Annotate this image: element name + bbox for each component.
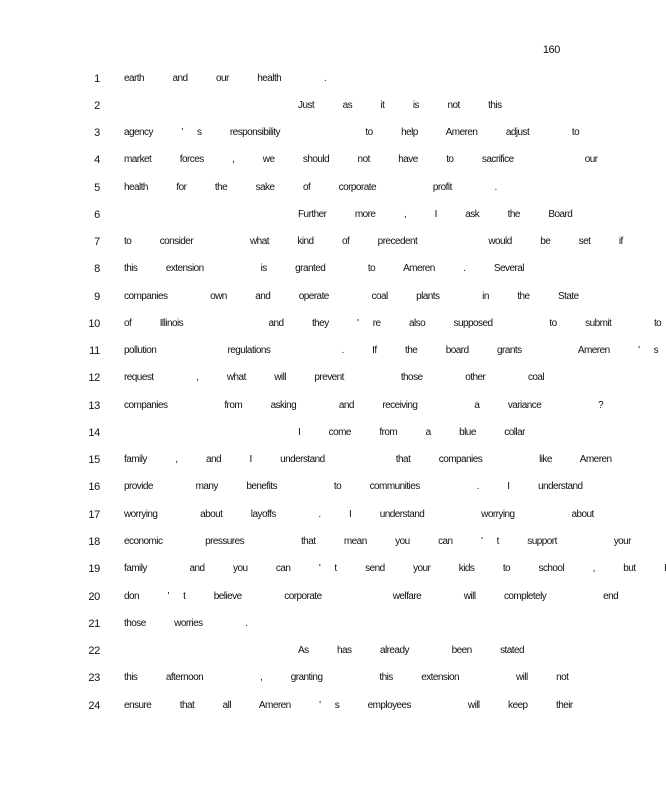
line-number: 18 — [88, 536, 100, 548]
line-number: 22 — [88, 645, 100, 657]
transcript-line — [0, 372, 618, 388]
transcript-line — [0, 509, 618, 525]
transcript-line — [0, 591, 618, 607]
line-text: request , what will prevent those other coal — [124, 372, 545, 383]
transcript-line — [0, 700, 618, 716]
transcript-line — [0, 154, 618, 170]
line-number: 8 — [94, 263, 100, 275]
line-number: 24 — [88, 700, 100, 712]
line-number: 3 — [94, 127, 100, 139]
transcript-line — [0, 454, 618, 470]
transcript-line — [0, 563, 666, 579]
line-number: 11 — [89, 345, 100, 357]
transcript-line — [0, 291, 618, 307]
line-text: Further more , I ask the Board — [298, 209, 573, 220]
line-number: 21 — [88, 618, 100, 630]
line-number: 12 — [88, 372, 100, 384]
line-text: this extension is granted to Ameren . Several — [124, 263, 524, 274]
line-number: 1 — [94, 73, 100, 85]
line-number: 16 — [88, 481, 100, 493]
line-text: pollution regulations . If the board grants Ameren ' s — [124, 345, 659, 356]
transcript-line — [0, 100, 618, 116]
transcript-line — [0, 236, 623, 252]
line-number: 7 — [94, 236, 100, 248]
page-number: 160 — [542, 44, 560, 56]
line-number: 9 — [94, 291, 100, 303]
transcript-line — [0, 618, 618, 634]
line-number: 5 — [94, 182, 100, 194]
line-number: 13 — [88, 400, 100, 412]
transcript-line — [0, 536, 631, 552]
transcript-line — [0, 400, 618, 416]
transcript-line — [0, 73, 618, 89]
line-number: 2 — [94, 100, 100, 112]
line-number: 15 — [88, 454, 100, 466]
line-text: health for the sake of corporate profit . — [124, 182, 497, 193]
line-text: earth and our health . — [124, 73, 327, 84]
line-text: family and you can ' t send your kids to school , but I — [124, 563, 666, 574]
line-text: companies own and operate coal plants in the State — [124, 291, 579, 302]
transcript-line — [0, 345, 659, 361]
transcript-line — [0, 427, 618, 443]
line-number: 4 — [94, 154, 100, 166]
line-text: provide many benefits to communities . I understand — [124, 481, 583, 492]
line-number: 10 — [88, 318, 100, 330]
transcript-line — [0, 645, 618, 661]
line-text: don ' t believe corporate welfare will completely end — [124, 591, 619, 602]
line-number: 23 — [88, 672, 100, 684]
line-text: As has already been stated — [298, 645, 525, 656]
transcript-line — [0, 182, 618, 198]
line-text: family , and I understand that companies like Ameren — [124, 454, 612, 465]
line-text: those worries . — [124, 618, 248, 629]
line-number: 17 — [88, 509, 100, 521]
line-number: 6 — [94, 209, 100, 221]
line-text: ensure that all Ameren ' s employees will keep their — [124, 700, 573, 711]
line-text: companies from asking and receiving a variance ? — [124, 400, 604, 411]
line-number: 14 — [88, 427, 100, 439]
line-number: 20 — [88, 591, 100, 603]
line-text: agency ' s responsibility to help Ameren adjust to — [124, 127, 580, 138]
line-text: market forces , we should not have to sacrifice our — [124, 154, 598, 165]
transcript-line — [0, 127, 618, 143]
transcript-line — [0, 209, 618, 225]
transcript-line — [0, 263, 618, 279]
line-text: to consider what kind of precedent would be set if — [124, 236, 623, 247]
transcript-line — [0, 481, 618, 497]
line-text: worrying about layoffs . I understand worrying about — [124, 509, 594, 520]
transcript-line — [0, 672, 618, 688]
transcript-line — [0, 318, 662, 334]
line-text: this afternoon , granting this extension will not — [124, 672, 569, 683]
line-text: I come from a blue collar — [298, 427, 525, 438]
line-number: 19 — [88, 563, 100, 575]
line-text: of Illinois and they ' re also supposed to submit to — [124, 318, 662, 329]
line-text: economic pressures that mean you can ' t support your — [124, 536, 631, 547]
line-text: Just as it is not this — [298, 100, 502, 111]
